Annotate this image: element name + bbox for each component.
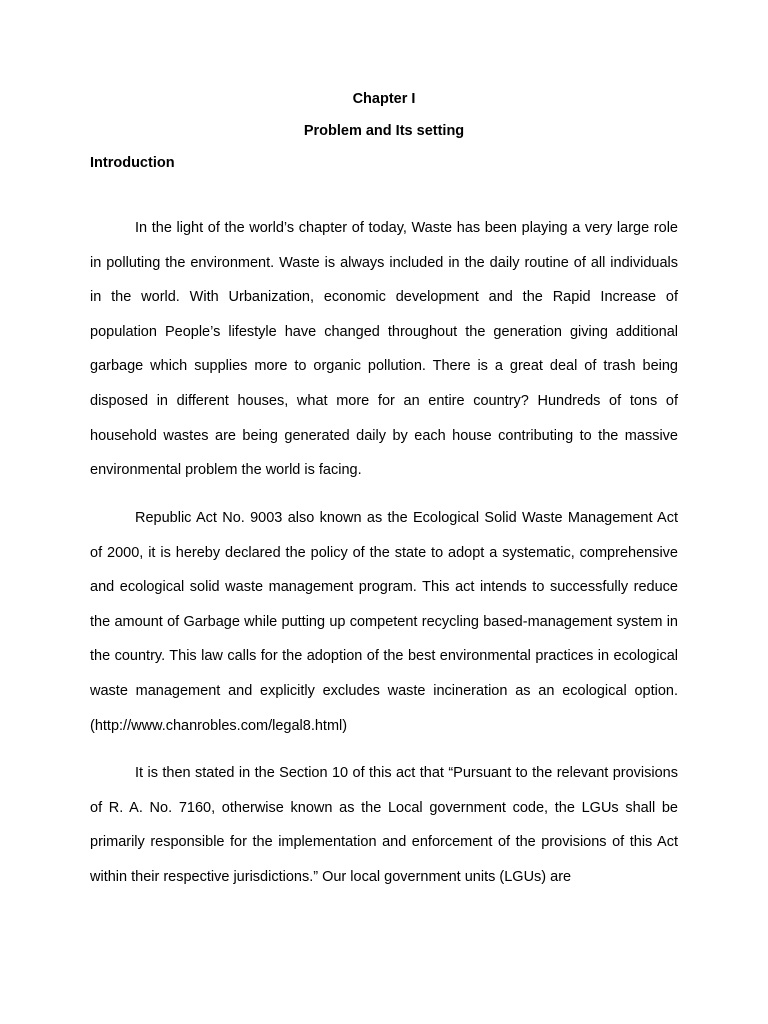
paragraph: It is then stated in the Section 10 of this act that “Pursuant to the relevant provisions of R. A. No. 7160, otherwise known as the Local government code, the LGUs shall be primarily responsible for the implementation and enforcement of the provisions of this Act within their respective jurisdictions.” Our local government units (LGUs) are [90, 765, 678, 885]
paragraph: Republic Act No. 9003 also known as the Ecological Solid Waste Management Act of 2000, it is hereby declared the policy of the state to adopt a systematic, comprehensive and ecological solid waste management program. This act intends to successfully reduce the amount of Garbage while putting up competent recycling based-management system in the country. This law calls for the adoption of the best environmental practices in ecological waste management and explicitly excludes waste incineration as an ecological option. (http://www.chanrobles.com/legal8.html) [90, 510, 678, 734]
chapter-title: Chapter I [352, 91, 416, 107]
section-heading: Introduction [90, 155, 175, 171]
chapter-subtitle: Problem and Its setting [303, 123, 465, 139]
paragraph: In the light of the world’s chapter of today, Waste has been playing a very large role in polluting the environment. Waste is always included in the daily routine of all individuals in the world. With Urbanization, economic development and the Rapid Increase of population People’s lifestyle have changed throughout the generation giving additional garbage which supplies more to organic pollution. There is a great deal of trash being disposed in different houses, what more for an entire country? Hundreds of tons of household wastes are being generated daily by each house contributing to the massive environmental problem the world is facing. [90, 220, 678, 479]
